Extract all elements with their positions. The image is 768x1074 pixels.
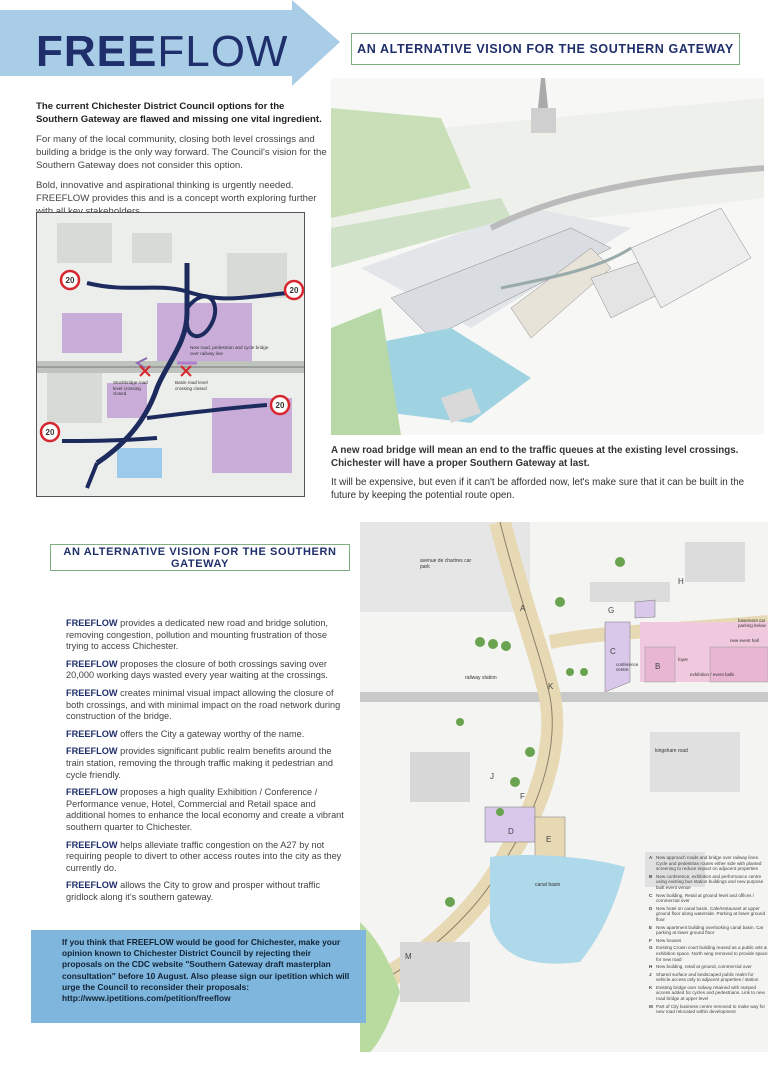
speed-limit-label: 20 bbox=[275, 401, 285, 410]
list-item-keyword: FREEFLOW bbox=[66, 880, 118, 891]
plan-letter: G bbox=[608, 606, 615, 615]
legend-row bbox=[649, 1004, 768, 1015]
legend-key: G bbox=[649, 945, 653, 951]
list-item-keyword: FREEFLOW bbox=[66, 839, 118, 850]
legend-text: Shared surface and landscaped public realm for vehicle access only to adjacent properties / station bbox=[656, 971, 759, 983]
legend-row bbox=[649, 855, 768, 872]
caption-text: It will be expensive, but even if it can't be afforded now, let's make sure that it can be built in the future by keeping the potential route open. bbox=[331, 477, 745, 501]
legend-key: H bbox=[649, 964, 653, 970]
list-item-text: offers the City a gateway worthy of the name. bbox=[117, 728, 305, 739]
list-item bbox=[66, 688, 348, 723]
legend-key: A bbox=[649, 855, 653, 860]
legend-text: Existing bridge over railway retained with ramped access added for cycles and pedestrians. Link to new road bridge at upper level bbox=[656, 984, 765, 1002]
plan-letter: H bbox=[678, 577, 684, 586]
list-item-text: provides a dedicated new road and bridge solution, removing congestion, pollution and mounting frustration of those trying to access Chichester. bbox=[66, 618, 328, 652]
legend-row bbox=[649, 938, 768, 944]
list-item-text: proposes the closure of both crossings saving over 20,000 working days wasted every year waiting at the crossings. bbox=[66, 658, 328, 681]
list-item-text: helps alleviate traffic congestion on the A27 by not requiring people to divert to other access routes into the city as they currently do. bbox=[66, 839, 342, 873]
legend-text: New hotel on canal basin. Cafe/restaurant at upper ground floor along waterside. Parking at lower ground floor bbox=[656, 905, 766, 922]
legend-text: New building, retail at ground, commercial over bbox=[656, 964, 752, 970]
list-item-text: allows the City to grow and prosper without traffic gridlock along it's southern gateway. bbox=[66, 880, 321, 902]
caption-bold: A new road bridge will mean an end to the traffic queues at the existing level crossings. Chichester will have a proper Southern Gateway at last. bbox=[331, 445, 739, 469]
plan-letter: F bbox=[520, 792, 525, 801]
speed-limit-label: 20 bbox=[45, 428, 55, 437]
legend-text: New building. Retail at ground level and offices / commercial over bbox=[656, 892, 754, 904]
list-item bbox=[66, 659, 348, 682]
legend-key: F bbox=[649, 937, 652, 943]
benefits-list bbox=[66, 618, 348, 909]
list-item bbox=[66, 746, 348, 781]
speed-limit-label: 20 bbox=[65, 276, 75, 285]
list-item-keyword: FREEFLOW bbox=[66, 687, 118, 698]
legend-text: Part of City business centre removed to make way for new road relocated within development bbox=[656, 1003, 766, 1015]
legend-text: Existing Crown court building reused as a public arts & exhibition space. North wing removed to provide space for new road bbox=[656, 945, 768, 962]
list-item-text: provides significant public realm benefits around the train station, removing the through traffic making it pedestrian and cycle friendly. bbox=[66, 746, 333, 780]
legend-row bbox=[649, 925, 768, 936]
route-map bbox=[36, 212, 305, 497]
legend-text: New conference, exhibition and performance centre using existing bus station buildings and new purpose built event venue bbox=[656, 873, 764, 890]
brand-logo bbox=[36, 28, 288, 76]
brand-bold: FREE bbox=[36, 27, 158, 76]
legend-text: New approach roads and bridge over railway lines. Cycle and pedestrian routes either side with planted screening to reduce impact on adjacent properties bbox=[656, 855, 762, 872]
list-item-keyword: FREEFLOW bbox=[66, 746, 118, 757]
plan-label-car-park: avenue de chartres car park bbox=[420, 558, 472, 570]
sketch-caption bbox=[331, 444, 751, 508]
plan-letter: D bbox=[508, 827, 514, 836]
list-item bbox=[66, 618, 348, 653]
intro-lead: The current Chichester District Council options for the Southern Gateway are flawed and missing one vital ingredient. bbox=[36, 101, 322, 125]
list-item-keyword: FREEFLOW bbox=[66, 787, 118, 798]
plan-letter: J bbox=[490, 772, 494, 781]
legend-key: E bbox=[649, 924, 653, 930]
list-item bbox=[66, 840, 348, 875]
legend-row bbox=[649, 893, 768, 904]
plan-label-conference: conference centre bbox=[616, 662, 639, 672]
aerial-sketch bbox=[331, 78, 764, 435]
legend-row bbox=[649, 945, 768, 962]
plan-letter: A bbox=[520, 604, 526, 613]
map-label-new-road: New road, pedestrian and cycle bridge over railway line bbox=[190, 345, 269, 356]
legend-key: J bbox=[649, 971, 652, 977]
legend-row bbox=[649, 874, 768, 891]
list-item bbox=[66, 787, 348, 833]
plan-letter: K bbox=[548, 682, 554, 691]
list-item bbox=[66, 880, 348, 903]
legend-key: C bbox=[649, 892, 653, 898]
plan-label-new-event: new event hall bbox=[730, 638, 759, 643]
plan-letter: M bbox=[405, 952, 412, 961]
legend-text: New houses bbox=[656, 937, 682, 943]
legend-row bbox=[649, 972, 768, 983]
plan-legend bbox=[649, 855, 768, 1017]
plan-label-exhibition: exhibition / event halls bbox=[690, 672, 735, 677]
intro-text bbox=[36, 100, 328, 225]
legend-text: New apartment building overlooking canal basin. Car parking at lower ground floor bbox=[656, 924, 764, 936]
list-item-keyword: FREEFLOW bbox=[66, 728, 118, 739]
call-to-action-text: If you think that FREEFLOW would be good for Chichester, make your opinion known to Chichester District Council by rejecting their proposals on the CDC website "Southern Gateway draft masterplan consultation" before 10 August. Also please sign our ipetition which will urge the Council to reconsider their proposals: http://www.ipetitions.com/petition/freeflow bbox=[62, 937, 350, 1004]
legend-row bbox=[649, 985, 768, 1002]
plan-label-basement: basement car parking below bbox=[738, 618, 766, 628]
speed-limit-label: 20 bbox=[289, 286, 299, 295]
list-item-keyword: FREEFLOW bbox=[66, 658, 118, 669]
list-item bbox=[66, 729, 348, 741]
plan-letter: B bbox=[655, 662, 661, 671]
plan-label-station: railway station bbox=[465, 675, 497, 681]
plan-label-canal: canal basin bbox=[535, 882, 561, 888]
legend-row bbox=[649, 906, 768, 923]
intro-paragraph-1: For many of the local community, closing both level crossings and building a bridge is the only way forward. The Council's vision for the Southern Gateway does not consider this option. bbox=[36, 134, 327, 171]
list-item-text: proposes a high quality Exhibition / Conference / Performance venue, Hotel, Commercial and Retail space and additional homes to enhance the local economy and create a vibrant southern quarter to Chichester. bbox=[66, 787, 344, 832]
legend-key: B bbox=[649, 873, 653, 879]
map-label-stockbridge: Stockbridge road level crossing closed bbox=[113, 380, 148, 397]
aerial-sketch-drawing bbox=[331, 78, 764, 435]
legend-row bbox=[649, 964, 768, 970]
title-banner-top: AN ALTERNATIVE VISION FOR THE SOUTHERN GATEWAY bbox=[351, 33, 740, 65]
plan-letter: C bbox=[610, 647, 616, 656]
plan-label-kingsham: kingsham road bbox=[655, 748, 688, 754]
plan-letter: E bbox=[546, 835, 552, 844]
brand-light: FLOW bbox=[157, 27, 289, 76]
legend-key: D bbox=[649, 905, 653, 911]
plan-label-foyer: foyer bbox=[678, 657, 689, 662]
title-banner-middle: AN ALTERNATIVE VISION FOR THE SOUTHERN GATEWAY bbox=[50, 544, 350, 571]
list-item-keyword: FREEFLOW bbox=[66, 618, 118, 628]
list-item-text: creates minimal visual impact allowing the closure of both crossings, and with minimal impact on the road network during construction of the bridge. bbox=[66, 687, 341, 722]
legend-key: M bbox=[649, 1003, 653, 1009]
map-label-basin: Basin road level crossing closed bbox=[175, 380, 208, 391]
intro-paragraph-2: Bold, innovative and aspirational thinking is urgently needed. FREEFLOW provides this and is a concept worth exploring further bbox=[36, 180, 317, 204]
legend-key: K bbox=[649, 984, 653, 990]
